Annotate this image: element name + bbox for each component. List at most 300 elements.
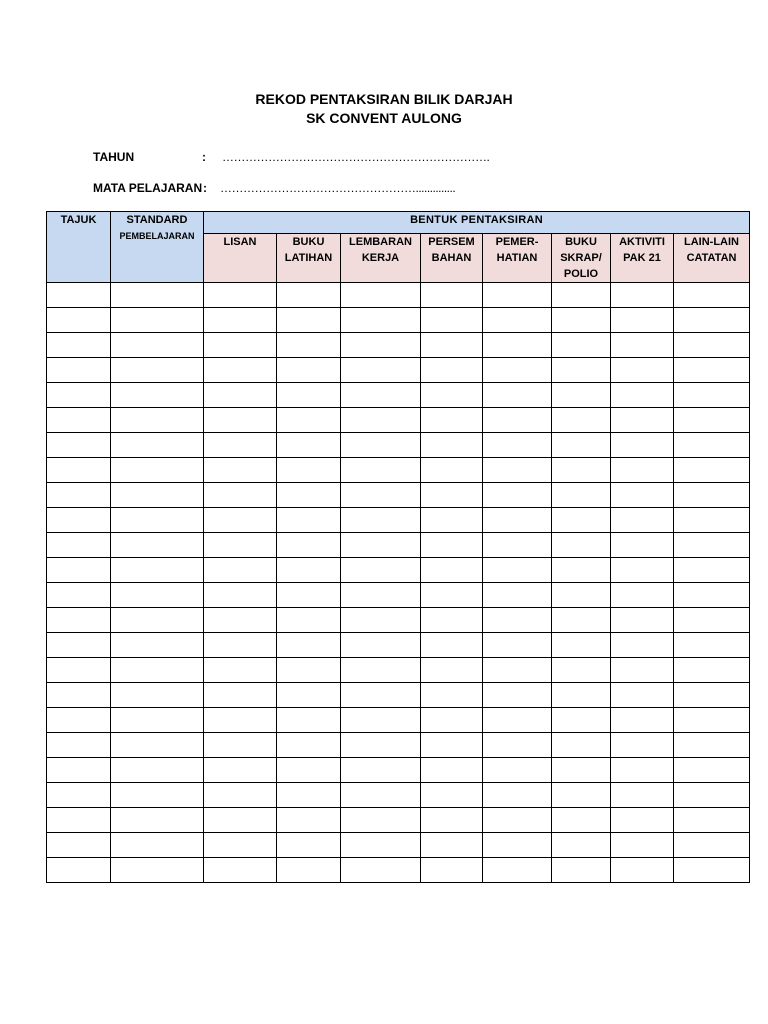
table-cell[interactable] — [204, 333, 277, 358]
header-standard-pembelajaran — [111, 212, 204, 283]
table-row — [47, 758, 750, 783]
header-sub-5-line3: POLIO — [563, 268, 599, 280]
table-cell[interactable] — [421, 558, 483, 583]
table-cell[interactable] — [277, 358, 341, 383]
table-cell[interactable] — [421, 708, 483, 733]
table-cell[interactable] — [674, 308, 750, 333]
table-cell[interactable] — [341, 483, 421, 508]
table-cell[interactable] — [277, 508, 341, 533]
table-cell[interactable] — [611, 758, 674, 783]
table-cell[interactable] — [47, 408, 111, 433]
table-cell[interactable] — [674, 408, 750, 433]
table-row — [47, 558, 750, 583]
table-row — [47, 283, 750, 308]
table-cell[interactable] — [204, 658, 277, 683]
table-cell[interactable] — [611, 733, 674, 758]
table-cell[interactable] — [552, 733, 611, 758]
table-cell[interactable] — [674, 483, 750, 508]
table-cell[interactable] — [483, 758, 552, 783]
table-cell[interactable] — [674, 808, 750, 833]
table-row — [47, 333, 750, 358]
table-cell[interactable] — [204, 733, 277, 758]
table-cell[interactable] — [204, 858, 277, 883]
table-cell[interactable] — [204, 408, 277, 433]
table-cell[interactable] — [611, 608, 674, 633]
table-cell[interactable] — [204, 808, 277, 833]
header-sub-6 — [611, 234, 674, 283]
table-cell[interactable] — [552, 358, 611, 383]
table-cell[interactable] — [111, 633, 204, 658]
table-cell[interactable] — [204, 633, 277, 658]
table-cell[interactable] — [204, 283, 277, 308]
header-sub-7-line1: LAIN-LAIN — [684, 236, 740, 248]
table-cell[interactable] — [674, 683, 750, 708]
table-cell[interactable] — [277, 558, 341, 583]
table-cell[interactable] — [277, 808, 341, 833]
table-cell[interactable] — [483, 733, 552, 758]
table-cell[interactable] — [111, 483, 204, 508]
table-cell[interactable] — [483, 383, 552, 408]
table-cell[interactable] — [674, 583, 750, 608]
header-sub-5-line1: BUKU — [565, 236, 597, 248]
table-cell[interactable] — [421, 308, 483, 333]
table-cell[interactable] — [611, 333, 674, 358]
table-cell[interactable] — [552, 658, 611, 683]
table-cell[interactable] — [277, 833, 341, 858]
header-sub-4-line2: HATIAN — [496, 252, 538, 264]
table-cell[interactable] — [111, 683, 204, 708]
table-cell[interactable] — [552, 583, 611, 608]
table-cell[interactable] — [277, 433, 341, 458]
table-cell[interactable] — [47, 433, 111, 458]
table-cell[interactable] — [421, 733, 483, 758]
table-cell[interactable] — [674, 383, 750, 408]
table-cell[interactable] — [47, 533, 111, 558]
table-cell[interactable] — [341, 333, 421, 358]
table-row — [47, 383, 750, 408]
table-cell[interactable] — [421, 583, 483, 608]
table-cell[interactable] — [421, 458, 483, 483]
table-cell[interactable] — [277, 758, 341, 783]
table-cell[interactable] — [341, 733, 421, 758]
table-cell[interactable] — [674, 533, 750, 558]
table-cell[interactable] — [552, 383, 611, 408]
table-row — [47, 833, 750, 858]
table-cell[interactable] — [421, 783, 483, 808]
table-cell[interactable] — [483, 608, 552, 633]
table-cell[interactable] — [341, 383, 421, 408]
table-cell[interactable] — [204, 483, 277, 508]
table-cell[interactable] — [421, 683, 483, 708]
table-cell[interactable] — [611, 383, 674, 408]
table-cell[interactable] — [341, 608, 421, 633]
table-cell[interactable] — [611, 308, 674, 333]
table-cell[interactable] — [674, 733, 750, 758]
table-cell[interactable] — [483, 533, 552, 558]
table-cell[interactable] — [421, 833, 483, 858]
table-cell[interactable] — [277, 458, 341, 483]
table-row — [47, 483, 750, 508]
table-cell[interactable] — [204, 533, 277, 558]
table-cell[interactable] — [611, 508, 674, 533]
header-sub-1-line1: BUKU — [292, 236, 325, 248]
field-mata-pelajaran-dots: …………………………………………….............. — [220, 181, 456, 195]
table-cell[interactable] — [204, 558, 277, 583]
table-row — [47, 433, 750, 458]
table-cell[interactable] — [552, 683, 611, 708]
table-cell[interactable] — [277, 408, 341, 433]
table-cell[interactable] — [111, 433, 204, 458]
table-cell[interactable] — [611, 683, 674, 708]
table-cell[interactable] — [674, 283, 750, 308]
table-cell[interactable] — [277, 583, 341, 608]
table-cell[interactable] — [611, 358, 674, 383]
header-sub-7-line2: CATATAN — [686, 252, 737, 264]
table-cell[interactable] — [204, 683, 277, 708]
table-row — [47, 783, 750, 808]
header-tajuk: TAJUK — [47, 212, 111, 283]
title-line-1: REKOD PENTAKSIRAN BILIK DARJAH — [255, 91, 513, 107]
table-cell[interactable] — [341, 358, 421, 383]
table-cell[interactable] — [341, 633, 421, 658]
table-cell[interactable] — [277, 783, 341, 808]
header-sub-2 — [341, 234, 421, 283]
table-cell[interactable] — [611, 783, 674, 808]
table-row — [47, 683, 750, 708]
table-cell[interactable] — [47, 833, 111, 858]
table-cell[interactable] — [111, 533, 204, 558]
table-cell[interactable] — [341, 408, 421, 433]
table-cell[interactable] — [552, 283, 611, 308]
table-cell[interactable] — [204, 758, 277, 783]
table-cell[interactable] — [483, 808, 552, 833]
table-cell[interactable] — [111, 858, 204, 883]
field-tahun-colon: : — [202, 150, 206, 164]
table-cell[interactable] — [341, 558, 421, 583]
table-row — [47, 308, 750, 333]
table-cell[interactable] — [552, 558, 611, 583]
table-cell[interactable] — [674, 458, 750, 483]
table-cell[interactable] — [552, 708, 611, 733]
table-cell[interactable] — [674, 708, 750, 733]
header-sub-2-line2: KERJA — [361, 252, 400, 264]
table-cell[interactable] — [204, 433, 277, 458]
table-cell[interactable] — [47, 783, 111, 808]
table-cell[interactable] — [341, 858, 421, 883]
table-cell[interactable] — [552, 808, 611, 833]
table-cell[interactable] — [47, 808, 111, 833]
table-cell[interactable] — [483, 633, 552, 658]
table-cell[interactable] — [483, 833, 552, 858]
table-cell[interactable] — [611, 808, 674, 833]
table-cell[interactable] — [421, 358, 483, 383]
field-tahun-dots: ……………………………………………………………. — [222, 150, 490, 164]
table-cell[interactable] — [277, 858, 341, 883]
table-row — [47, 733, 750, 758]
table-cell[interactable] — [483, 858, 552, 883]
table-cell[interactable] — [483, 658, 552, 683]
table-cell[interactable] — [111, 608, 204, 633]
table-cell[interactable] — [421, 608, 483, 633]
header-sub-0-line1: LISAN — [223, 236, 257, 248]
header-sub-1-line2: LATIHAN — [284, 252, 333, 264]
table-cell[interactable] — [111, 458, 204, 483]
table-cell[interactable] — [483, 283, 552, 308]
table-cell[interactable] — [611, 708, 674, 733]
table-cell[interactable] — [47, 483, 111, 508]
table-cell[interactable] — [277, 533, 341, 558]
table-cell[interactable] — [611, 558, 674, 583]
table-cell[interactable] — [204, 708, 277, 733]
table-cell[interactable] — [277, 483, 341, 508]
table-cell[interactable] — [47, 308, 111, 333]
table-cell[interactable] — [341, 758, 421, 783]
header-sub-0 — [204, 234, 277, 283]
header-standard-line2: PEMBELAJARAN — [119, 231, 195, 241]
table-cell[interactable] — [47, 758, 111, 783]
title-line-2: SK CONVENT AULONG — [306, 110, 462, 126]
table-cell[interactable] — [611, 833, 674, 858]
table-cell[interactable] — [341, 808, 421, 833]
header-sub-1 — [277, 234, 341, 283]
table-cell[interactable] — [611, 658, 674, 683]
table-cell[interactable] — [483, 358, 552, 383]
table-row — [47, 508, 750, 533]
table-cell[interactable] — [552, 858, 611, 883]
table-cell[interactable] — [277, 283, 341, 308]
table-cell[interactable] — [483, 783, 552, 808]
table-cell[interactable] — [204, 308, 277, 333]
table-cell[interactable] — [341, 683, 421, 708]
table-cell[interactable] — [204, 833, 277, 858]
table-cell[interactable] — [111, 558, 204, 583]
header-sub-6-line2: PAK 21 — [623, 252, 661, 264]
table-cell[interactable] — [204, 458, 277, 483]
table-cell[interactable] — [611, 533, 674, 558]
header-sub-2-line1: LEMBARAN — [349, 236, 412, 248]
table-cell[interactable] — [421, 333, 483, 358]
table-cell[interactable] — [483, 683, 552, 708]
table-cell[interactable] — [674, 633, 750, 658]
header-sub-5-line2: SKRAP/ — [560, 252, 602, 264]
table-cell[interactable] — [111, 383, 204, 408]
table-cell[interactable] — [674, 558, 750, 583]
table-cell[interactable] — [111, 283, 204, 308]
table-cell[interactable] — [47, 333, 111, 358]
table-cell[interactable] — [47, 358, 111, 383]
table-cell[interactable] — [611, 633, 674, 658]
table-cell[interactable] — [111, 583, 204, 608]
table-cell[interactable] — [611, 433, 674, 458]
table-cell[interactable] — [111, 408, 204, 433]
table-cell[interactable] — [552, 633, 611, 658]
table-cell[interactable] — [421, 533, 483, 558]
table-cell[interactable] — [552, 483, 611, 508]
table-cell[interactable] — [421, 758, 483, 783]
table-cell[interactable] — [204, 583, 277, 608]
table-cell[interactable] — [552, 408, 611, 433]
table-cell[interactable] — [277, 658, 341, 683]
table-cell[interactable] — [341, 508, 421, 533]
table-row — [47, 608, 750, 633]
table-cell[interactable] — [552, 533, 611, 558]
table-cell[interactable] — [341, 458, 421, 483]
table-cell[interactable] — [111, 833, 204, 858]
table-cell[interactable] — [483, 508, 552, 533]
table-cell[interactable] — [341, 708, 421, 733]
table-cell[interactable] — [47, 658, 111, 683]
table-cell[interactable] — [483, 433, 552, 458]
table-cell[interactable] — [483, 708, 552, 733]
table-row — [47, 458, 750, 483]
header-sub-6-line1: AKTIVITI — [619, 236, 665, 248]
table-cell[interactable] — [483, 408, 552, 433]
header-sub-3 — [421, 234, 483, 283]
table-cell[interactable] — [421, 433, 483, 458]
table-cell[interactable] — [341, 433, 421, 458]
table-row — [47, 633, 750, 658]
table-cell[interactable] — [611, 458, 674, 483]
table-cell[interactable] — [47, 858, 111, 883]
table-row — [47, 533, 750, 558]
table-cell[interactable] — [341, 658, 421, 683]
table-row — [47, 408, 750, 433]
table-cell[interactable] — [277, 708, 341, 733]
header-bentuk-pentaksiran: BENTUK PENTAKSIRAN — [204, 212, 750, 234]
table-cell[interactable] — [277, 383, 341, 408]
table-cell[interactable] — [611, 583, 674, 608]
table-cell[interactable] — [421, 633, 483, 658]
table-cell[interactable] — [552, 508, 611, 533]
table-cell[interactable] — [674, 433, 750, 458]
table-cell[interactable] — [421, 408, 483, 433]
header-sub-4-line1: PEMER- — [495, 236, 539, 248]
table-cell[interactable] — [111, 333, 204, 358]
header-sub-3-line1: PERSEM — [428, 236, 475, 248]
table-cell[interactable] — [341, 783, 421, 808]
table-cell[interactable] — [674, 658, 750, 683]
table-cell[interactable] — [483, 558, 552, 583]
table-cell[interactable] — [47, 683, 111, 708]
table-cell[interactable] — [111, 658, 204, 683]
table-cell[interactable] — [552, 783, 611, 808]
table-cell[interactable] — [611, 483, 674, 508]
table-cell[interactable] — [111, 358, 204, 383]
table-cell[interactable] — [47, 283, 111, 308]
table-cell[interactable] — [674, 358, 750, 383]
table-cell[interactable] — [47, 383, 111, 408]
table-cell[interactable] — [47, 708, 111, 733]
table-cell[interactable] — [421, 858, 483, 883]
table-cell[interactable] — [552, 458, 611, 483]
table-cell[interactable] — [111, 783, 204, 808]
table-cell[interactable] — [47, 733, 111, 758]
table-row — [47, 708, 750, 733]
table-cell[interactable] — [421, 808, 483, 833]
table-cell[interactable] — [341, 283, 421, 308]
table-cell[interactable] — [611, 858, 674, 883]
table-cell[interactable] — [47, 608, 111, 633]
table-cell[interactable] — [674, 333, 750, 358]
table-cell[interactable] — [611, 408, 674, 433]
table-cell[interactable] — [111, 758, 204, 783]
table-cell[interactable] — [204, 358, 277, 383]
table-row — [47, 858, 750, 883]
table-cell[interactable] — [277, 633, 341, 658]
table-cell[interactable] — [552, 333, 611, 358]
table-row — [47, 808, 750, 833]
table-cell[interactable] — [552, 608, 611, 633]
table-cell[interactable] — [552, 833, 611, 858]
table-cell[interactable] — [674, 833, 750, 858]
table-row — [47, 358, 750, 383]
table-cell[interactable] — [47, 508, 111, 533]
table-cell[interactable] — [483, 583, 552, 608]
table-cell[interactable] — [204, 383, 277, 408]
table-cell[interactable] — [483, 333, 552, 358]
table-cell[interactable] — [277, 683, 341, 708]
table-cell[interactable] — [421, 383, 483, 408]
table-row — [47, 658, 750, 683]
table-cell[interactable] — [111, 308, 204, 333]
table-cell[interactable] — [552, 758, 611, 783]
table-cell[interactable] — [421, 483, 483, 508]
table-cell[interactable] — [47, 558, 111, 583]
table-cell[interactable] — [674, 858, 750, 883]
table-cell[interactable] — [341, 833, 421, 858]
table-cell[interactable] — [111, 808, 204, 833]
table-row — [47, 583, 750, 608]
table-cell[interactable] — [552, 308, 611, 333]
table-cell[interactable] — [674, 608, 750, 633]
table-cell[interactable] — [483, 458, 552, 483]
table-cell[interactable] — [421, 508, 483, 533]
header-sub-4 — [483, 234, 552, 283]
table-cell[interactable] — [204, 783, 277, 808]
table-cell[interactable] — [277, 608, 341, 633]
table-cell[interactable] — [277, 733, 341, 758]
table-cell[interactable] — [674, 508, 750, 533]
table-cell[interactable] — [277, 308, 341, 333]
table-cell[interactable] — [421, 658, 483, 683]
table-cell[interactable] — [47, 583, 111, 608]
table-cell[interactable] — [483, 308, 552, 333]
table-cell[interactable] — [204, 608, 277, 633]
table-cell[interactable] — [483, 483, 552, 508]
table-cell[interactable] — [47, 633, 111, 658]
table-cell[interactable] — [341, 533, 421, 558]
table-cell[interactable] — [111, 708, 204, 733]
header-standard-line1: STANDARD — [126, 214, 188, 226]
field-mata-pelajaran-colon: : — [203, 181, 207, 195]
table-cell[interactable] — [111, 508, 204, 533]
table-cell[interactable] — [421, 283, 483, 308]
table-cell[interactable] — [552, 433, 611, 458]
table-cell[interactable] — [611, 283, 674, 308]
table-cell[interactable] — [341, 308, 421, 333]
table-cell[interactable] — [277, 333, 341, 358]
field-mata-pelajaran-label: MATA PELAJARAN — [93, 181, 203, 195]
table-cell[interactable] — [111, 733, 204, 758]
table-cell[interactable] — [341, 583, 421, 608]
table-cell[interactable] — [204, 508, 277, 533]
table-cell[interactable] — [47, 458, 111, 483]
header-sub-7 — [674, 234, 750, 283]
header-sub-5 — [552, 234, 611, 283]
table-cell[interactable] — [674, 758, 750, 783]
table-body — [47, 283, 750, 883]
table-cell[interactable] — [674, 783, 750, 808]
